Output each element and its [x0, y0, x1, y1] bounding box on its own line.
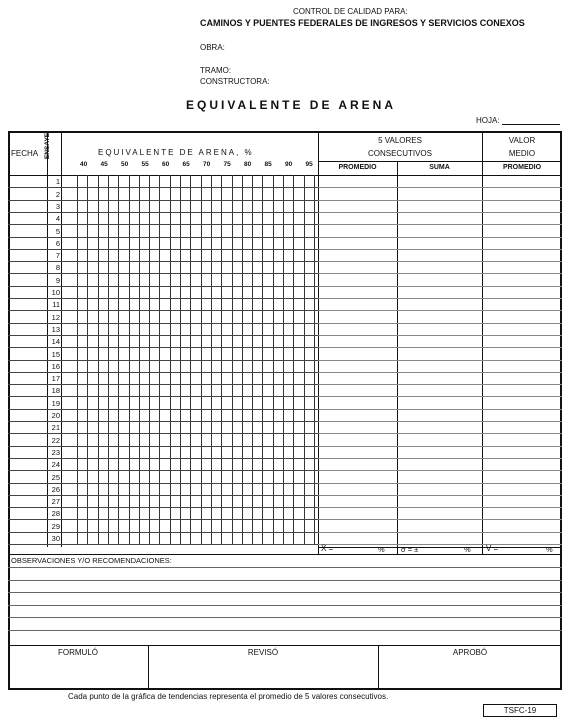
table-row-right — [318, 335, 562, 336]
valor-label: VALOR — [508, 136, 536, 145]
tramo-label: TRAMO: — [200, 66, 232, 75]
table-row-right — [318, 495, 562, 496]
promedio-label: PROMEDIO — [338, 164, 377, 171]
xbar-label: X̄ = — [321, 544, 334, 553]
table-row-right — [318, 483, 562, 484]
table-row-right — [318, 372, 562, 373]
row-number: 30 — [51, 534, 60, 543]
suma-label: SUMA — [429, 164, 450, 171]
row-number: 26 — [51, 484, 60, 494]
ensaye-label: ENSAYE — [44, 132, 51, 159]
form-code: TSFC-19 — [483, 704, 557, 717]
table-row — [8, 286, 318, 287]
row-number: 5 — [55, 226, 60, 236]
table-row-right — [318, 532, 562, 533]
data-rows — [8, 131, 562, 690]
observaciones-label: OBSERVACIONES Y/O RECOMENDACIONES: — [11, 556, 172, 565]
formulo-label: FORMULÓ — [58, 648, 98, 657]
row-number: 13 — [51, 324, 60, 334]
table-row — [8, 532, 318, 533]
table-row-right — [318, 360, 562, 361]
header-line2: CAMINOS Y PUENTES FEDERALES DE INGRESOS Y SERVICIOS CONEXOS — [200, 18, 525, 28]
row-number: 22 — [51, 435, 60, 445]
table-row — [8, 421, 318, 422]
scale-tick-label: 90 — [285, 161, 293, 168]
observation-line — [8, 567, 562, 568]
row-number: 3 — [55, 201, 60, 211]
table-row-right — [318, 544, 562, 545]
scale-tick-label: 70 — [203, 161, 211, 168]
row-number: 16 — [51, 361, 60, 371]
table-row-right — [318, 298, 562, 299]
row-number: 19 — [51, 398, 60, 408]
table-row — [8, 273, 318, 274]
table-row-right — [318, 421, 562, 422]
xbar-pct: % — [378, 545, 385, 554]
table-row — [8, 323, 318, 324]
page-title: EQUIVALENTE DE ARENA — [186, 98, 397, 112]
table-row — [8, 372, 318, 373]
row-number: 11 — [52, 300, 60, 310]
row-number: 1 — [55, 177, 60, 187]
table-row-right — [318, 224, 562, 225]
table-row — [8, 470, 318, 471]
table-row — [8, 261, 318, 262]
row-number: 23 — [51, 447, 60, 457]
scale-tick-label: 85 — [264, 161, 272, 168]
observation-line — [8, 630, 562, 631]
scale-tick-label: 50 — [121, 161, 129, 168]
table-row — [8, 360, 318, 361]
observation-line — [8, 605, 562, 606]
table-row — [8, 310, 318, 311]
row-number: 9 — [55, 275, 60, 285]
row-number: 12 — [51, 312, 60, 322]
row-number: 8 — [55, 263, 60, 273]
table-row — [8, 298, 318, 299]
consecutivos-label: CONSECUTIVOS — [367, 149, 432, 158]
row-number: 17 — [51, 374, 60, 384]
row-number: 14 — [51, 337, 60, 347]
row-number: 18 — [51, 386, 60, 396]
table-row — [8, 458, 318, 459]
table-row-right — [318, 446, 562, 447]
table-row — [8, 237, 318, 238]
v-label: V = — [486, 544, 499, 553]
row-number: 20 — [51, 411, 60, 420]
table-row — [8, 409, 318, 410]
table-row-right — [318, 396, 562, 397]
table-row-right — [318, 323, 562, 324]
row-number: 28 — [51, 509, 60, 519]
sigma-label: σ = ± — [401, 545, 419, 554]
promedio-valor-medio-label: PROMEDIO — [502, 164, 542, 171]
fecha-label: FECHA — [11, 149, 39, 158]
row-number: 10 — [51, 288, 60, 297]
row-number: 15 — [51, 349, 60, 359]
scale-tick-label: 60 — [162, 161, 170, 168]
hoja-label: HOJA: — [476, 116, 500, 125]
table-row — [8, 384, 318, 385]
row-number: 29 — [51, 521, 60, 531]
scale-tick-label: 65 — [182, 161, 190, 168]
scale-tick-label: 80 — [244, 161, 252, 168]
table-row — [8, 396, 318, 397]
table-row — [8, 335, 318, 336]
table-row-right — [318, 519, 562, 520]
table-row-right — [318, 458, 562, 459]
scale-tick-label: 55 — [141, 161, 149, 168]
row-number: 21 — [51, 423, 60, 433]
table-row — [8, 483, 318, 484]
row-number: 4 — [55, 214, 60, 224]
row-number: 24 — [51, 460, 60, 470]
table-row-right — [318, 187, 562, 188]
table-row — [8, 495, 318, 496]
constructora-label: CONSTRUCTORA: — [200, 77, 270, 86]
row-number: 2 — [55, 189, 60, 199]
table-row-right — [318, 409, 562, 410]
table-row-right — [318, 384, 562, 385]
table-row-right — [318, 237, 562, 238]
row-number: 6 — [55, 238, 60, 248]
table-row-right — [318, 249, 562, 250]
table-row — [8, 212, 318, 213]
table-row-right — [318, 433, 562, 434]
v-pct: % — [546, 545, 553, 554]
table-row — [8, 507, 318, 508]
table-row — [8, 224, 318, 225]
scale-tick-label: 75 — [223, 161, 231, 168]
medio-label: MEDIO — [508, 149, 536, 158]
table-row — [8, 519, 318, 520]
observation-line — [8, 617, 562, 618]
form-sheet — [8, 131, 562, 690]
hoja-blank — [502, 124, 560, 125]
observation-line — [8, 580, 562, 581]
table-row — [8, 446, 318, 447]
row-number: 27 — [51, 497, 60, 507]
footnote: Cada punto de la gráfica de tendencias representa el promedio de 5 valores consecutivos. — [68, 692, 389, 701]
obra-label: OBRA: — [200, 43, 225, 52]
table-row-right — [318, 212, 562, 213]
table-row-right — [318, 261, 562, 262]
reviso-label: REVISÓ — [247, 648, 279, 657]
table-row-right — [318, 470, 562, 471]
chart-title: EQUIVALENTE DE ARENA, % — [98, 148, 254, 157]
table-row-right — [318, 286, 562, 287]
table-row — [8, 544, 318, 545]
table-row-right — [318, 347, 562, 348]
cinco-valores-label: 5 VALORES — [378, 136, 422, 145]
row-number: 7 — [55, 251, 60, 261]
table-row-right — [318, 273, 562, 274]
scale-tick-label: 40 — [80, 161, 88, 168]
scale-tick-label: 45 — [100, 161, 108, 168]
table-row — [8, 433, 318, 434]
table-row — [8, 200, 318, 201]
sigma-pct: % — [464, 545, 471, 554]
table-row — [8, 187, 318, 188]
scale-tick-label: 95 — [305, 161, 313, 168]
table-row — [8, 347, 318, 348]
header-line1: CONTROL DE CALIDAD PARA: — [293, 7, 408, 16]
table-row-right — [318, 200, 562, 201]
table-row-right — [318, 507, 562, 508]
row-number: 25 — [51, 472, 60, 482]
table-row-right — [318, 310, 562, 311]
aprobo-label: APROBÓ — [452, 648, 488, 657]
table-row — [8, 249, 318, 250]
observation-line — [8, 592, 562, 593]
